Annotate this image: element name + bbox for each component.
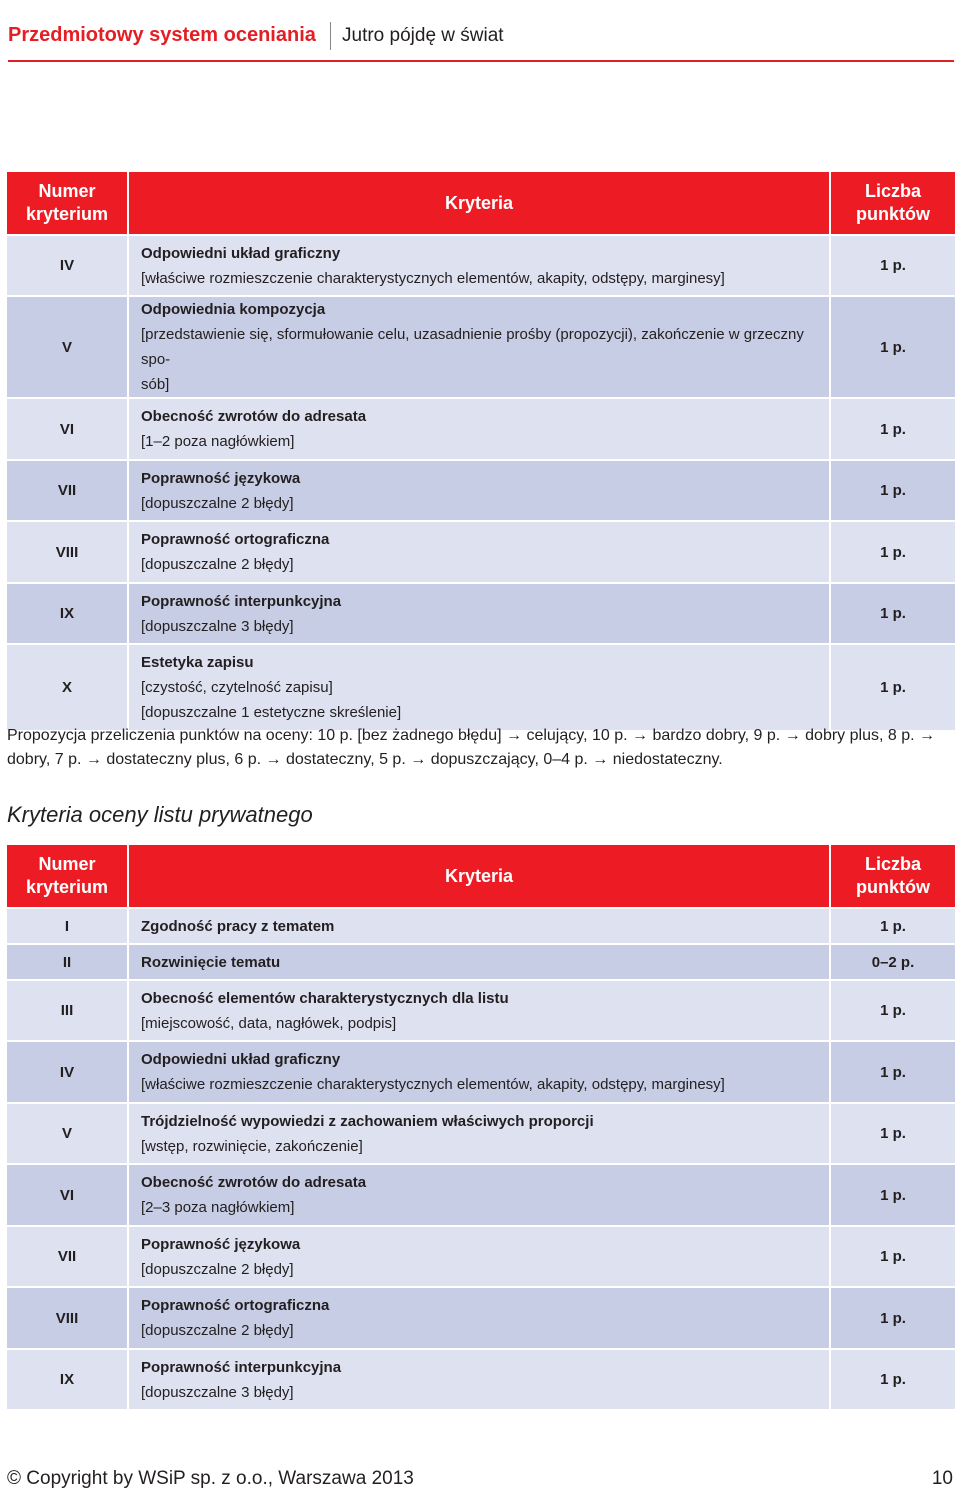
- criterion-title: Poprawność interpunkcyjna: [141, 592, 342, 610]
- criterion-points: 1 p.: [831, 297, 955, 399]
- page-header: [8, 20, 954, 60]
- table-row: [7, 1104, 955, 1165]
- table-row: [7, 981, 955, 1042]
- header-rule: [8, 60, 954, 62]
- grading-note: [7, 724, 957, 772]
- arrow-icon: →: [410, 751, 427, 768]
- criterion-number: VII: [7, 461, 129, 522]
- criterion-detail: [właściwe rozmieszczenie charakterystycznych elementów, akapity, odstępy, marginesy]: [141, 1076, 725, 1093]
- criterion-title: Poprawność ortograficzna: [141, 531, 330, 548]
- table-row: [7, 1227, 955, 1288]
- criterion-points: 1 p.: [831, 461, 955, 522]
- criterion-points: 1 p.: [831, 645, 955, 732]
- table-row: [7, 1350, 955, 1411]
- criterion-number: VII: [7, 1227, 129, 1288]
- criterion-title: Rozwinięcie tematu: [141, 953, 281, 971]
- column-header-criteria: Kryteria: [129, 172, 831, 236]
- criterion-number: III: [7, 981, 129, 1042]
- grade-step: dostateczny plus, 6 p.: [106, 751, 262, 768]
- arrow-icon: →: [592, 751, 609, 768]
- page-number: 10: [931, 1468, 953, 1489]
- grade-step: niedostateczny.: [612, 751, 723, 768]
- criterion-points: 1 p.: [831, 1165, 955, 1227]
- criterion-detail: [dopuszczalne 2 błędy]: [141, 1260, 294, 1278]
- criterion-points: 1 p.: [831, 1288, 955, 1350]
- column-header-points: Liczba punktów: [831, 172, 955, 236]
- criterion-number: VIII: [7, 1288, 129, 1350]
- criterion-number: IV: [7, 1042, 129, 1104]
- criterion-title: Poprawność ortograficzna: [141, 1297, 330, 1314]
- column-header-number: Numer kryterium: [7, 845, 129, 909]
- table-row: [7, 461, 955, 522]
- grade-step: dostateczny, 5 p.: [286, 751, 406, 768]
- criterion-points: 1 p.: [831, 1227, 955, 1288]
- criterion-detail: [dopuszczalne 2 błędy]: [141, 494, 294, 512]
- criterion-title: Odpowiedni układ graficzny: [141, 244, 341, 262]
- criterion-title: Obecność zwrotów do adresata: [141, 408, 367, 425]
- grading-note-lead: Propozycja przeliczenia punktów na oceny: 10 p. [bez żadnego błędu]: [7, 727, 502, 744]
- criterion-number: II: [7, 945, 129, 981]
- arrow-icon: →: [632, 727, 648, 744]
- criterion-detail: [1–2 poza nagłówkiem]: [141, 433, 295, 450]
- table-row: [7, 1288, 955, 1350]
- criterion-detail: [przedstawienie się, sformułowanie celu, uzasadnienie prośby (propozycji), zakończenie w grzeczny spo-: [141, 326, 804, 368]
- grade-step: bardzo dobry, 9 p.: [652, 727, 781, 744]
- criterion-description: [129, 981, 831, 1042]
- criterion-description: [129, 645, 831, 732]
- table-header-row: [7, 172, 955, 236]
- criterion-detail: [2–3 poza nagłówkiem]: [141, 1199, 295, 1216]
- criterion-title: Zgodność pracy z tematem: [141, 917, 335, 935]
- criterion-detail: [dopuszczalne 1 estetyczne skreślenie]: [141, 704, 402, 721]
- grade-step: dobry plus, 8 p.: [805, 727, 915, 744]
- criterion-number: I: [7, 909, 129, 945]
- header-separator: [330, 22, 331, 50]
- criterion-points: 1 p.: [831, 522, 955, 584]
- arrow-icon: →: [919, 727, 935, 744]
- criterion-description: [129, 1350, 831, 1411]
- table-row: [7, 297, 955, 399]
- arrow-icon: →: [265, 751, 282, 768]
- criterion-points: 1 p.: [831, 399, 955, 461]
- criterion-description: [129, 236, 831, 297]
- grade-step: celujący, 10 p.: [526, 727, 628, 744]
- criterion-description: [129, 461, 831, 522]
- criterion-points: 1 p.: [831, 584, 955, 645]
- criteria-table-1: [7, 172, 955, 732]
- arrow-icon: →: [506, 727, 522, 744]
- criterion-detail: [dopuszczalne 3 błędy]: [141, 617, 294, 635]
- table-row: [7, 1042, 955, 1104]
- column-header-number: Numer kryterium: [7, 172, 129, 236]
- criterion-title: Obecność zwrotów do adresata: [141, 1174, 367, 1191]
- criterion-number: IX: [7, 1350, 129, 1411]
- criterion-detail: [dopuszczalne 2 błędy]: [141, 1322, 294, 1339]
- criterion-number: VI: [7, 1165, 129, 1227]
- criterion-detail: [wstęp, rozwinięcie, zakończenie]: [141, 1137, 363, 1155]
- table-row: [7, 522, 955, 584]
- copyright-text: © Copyright by WSiP sp. z o.o., Warszawa 2013: [7, 1468, 414, 1489]
- header-brand: Przedmiotowy system oceniania: [8, 24, 316, 46]
- arrow-icon: →: [85, 751, 102, 768]
- table-row: [7, 399, 955, 461]
- column-header-criteria: Kryteria: [129, 845, 831, 909]
- criterion-title: Odpowiednia kompozycja: [141, 301, 326, 318]
- criterion-number: VI: [7, 399, 129, 461]
- criterion-points: 1 p.: [831, 1104, 955, 1165]
- table-row: [7, 909, 955, 945]
- criterion-description: [129, 522, 831, 584]
- criterion-detail: [czystość, czytelność zapisu]: [141, 679, 333, 696]
- criterion-points: 1 p.: [831, 981, 955, 1042]
- criterion-number: VIII: [7, 522, 129, 584]
- criterion-description: [129, 297, 831, 399]
- criterion-points: 0–2 p.: [831, 945, 955, 981]
- criterion-description: [129, 1042, 831, 1104]
- grade-step: dobry, 7 p.: [7, 751, 82, 768]
- table-header-row: [7, 845, 955, 909]
- criterion-number: X: [7, 645, 129, 732]
- table-row: [7, 584, 955, 645]
- table-row: [7, 1165, 955, 1227]
- criterion-number: IX: [7, 584, 129, 645]
- criterion-points: 1 p.: [831, 909, 955, 945]
- criterion-points: 1 p.: [831, 1042, 955, 1104]
- criterion-number: V: [7, 297, 129, 399]
- table-row: [7, 945, 955, 981]
- criterion-title: Poprawność językowa: [141, 469, 301, 487]
- criterion-description: [129, 1104, 831, 1165]
- criterion-description: [129, 945, 831, 981]
- criterion-description: [129, 399, 831, 461]
- arrow-icon: →: [784, 727, 801, 744]
- criterion-description: [129, 584, 831, 645]
- section-title: Kryteria oceny listu prywatnego: [7, 802, 313, 827]
- criterion-title: Poprawność interpunkcyjna: [141, 1358, 342, 1376]
- criterion-title: Poprawność językowa: [141, 1235, 301, 1253]
- criterion-title: Trójdzielność wypowiedzi z zachowaniem właściwych proporcji: [141, 1112, 594, 1130]
- criterion-points: 1 p.: [831, 1350, 955, 1411]
- criterion-detail: [właściwe rozmieszczenie charakterystycznych elementów, akapity, odstępy, marginesy]: [141, 269, 725, 287]
- criterion-detail: [dopuszczalne 3 błędy]: [141, 1383, 294, 1401]
- criteria-table-2: [7, 845, 955, 1411]
- criterion-detail: sób]: [141, 376, 170, 393]
- criterion-number: IV: [7, 236, 129, 297]
- criterion-detail: [miejscowość, data, nagłówek, podpis]: [141, 1014, 397, 1032]
- table-row: [7, 236, 955, 297]
- criterion-description: [129, 1288, 831, 1350]
- header-book-title: Jutro pójdę w świat: [342, 25, 504, 46]
- criterion-title: Estetyka zapisu: [141, 654, 254, 671]
- table-row: [7, 645, 955, 732]
- grade-step: dopuszczający, 0–4 p.: [430, 751, 588, 768]
- criterion-title: Obecność elementów charakterystycznych dla listu: [141, 989, 509, 1007]
- column-header-points: Liczba punktów: [831, 845, 955, 909]
- criterion-title: Odpowiedni układ graficzny: [141, 1051, 341, 1068]
- criterion-description: [129, 1227, 831, 1288]
- criterion-points: 1 p.: [831, 236, 955, 297]
- criterion-detail: [dopuszczalne 2 błędy]: [141, 556, 294, 573]
- criterion-number: V: [7, 1104, 129, 1165]
- criterion-description: [129, 909, 831, 945]
- criterion-description: [129, 1165, 831, 1227]
